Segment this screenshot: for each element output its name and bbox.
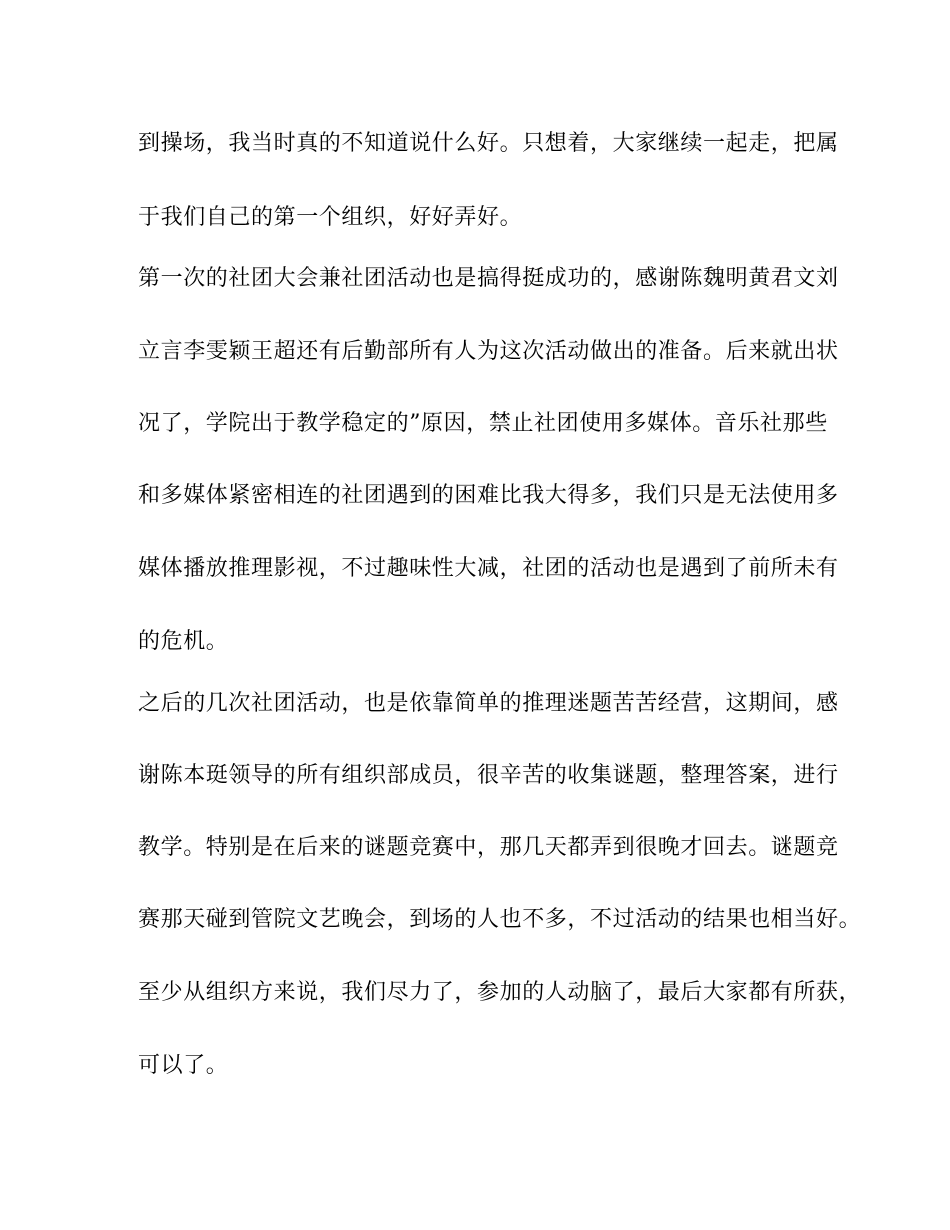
text-line: 媒体播放推理影视，不过趣味性大减，社团的活动也是遇到了前所未有	[138, 556, 839, 581]
text-line: 可以了。	[138, 1053, 229, 1078]
text-line: 和多媒体紧密相连的社团遇到的困难比我大得多，我们只是无法使用多	[138, 483, 839, 508]
text-line: 到操场，我当时真的不知道说什么好。只想着，大家继续一起走，把属	[138, 131, 839, 156]
text-line: 至少从组织方来说，我们尽力了，参加的人动脑了，最后大家都有所获，	[138, 980, 862, 1005]
text-line: 谢陈本珽领导的所有组织部成员，很辛苦的收集谜题，整理答案，进行	[138, 763, 839, 788]
text-line: 立言李雯颖王超还有后勤部所有人为这次活动做出的准备。后来就出状	[138, 339, 839, 364]
text-line: 的危机。	[138, 629, 229, 654]
text-line: 于我们自己的第一个组织，好好弄好。	[138, 205, 523, 230]
text-line: 第一次的社团大会兼社团活动也是搞得挺成功的，感谢陈魏明黄君文刘	[138, 266, 839, 291]
text-line: 赛那天碰到管院文艺晚会，到场的人也不多，不过活动的结果也相当好。	[138, 907, 862, 932]
text-line: 之后的几次社团活动，也是依靠简单的推理迷题苦苦经营，这期间，感	[138, 691, 839, 716]
text-line: 教学。特别是在后来的谜题竞赛中，那几天都弄到很晚才回去。谜题竞	[138, 835, 839, 860]
text-line: 况了，学院出于教学稳定的”原因，禁止社团使用多媒体。音乐社那些	[138, 411, 828, 436]
